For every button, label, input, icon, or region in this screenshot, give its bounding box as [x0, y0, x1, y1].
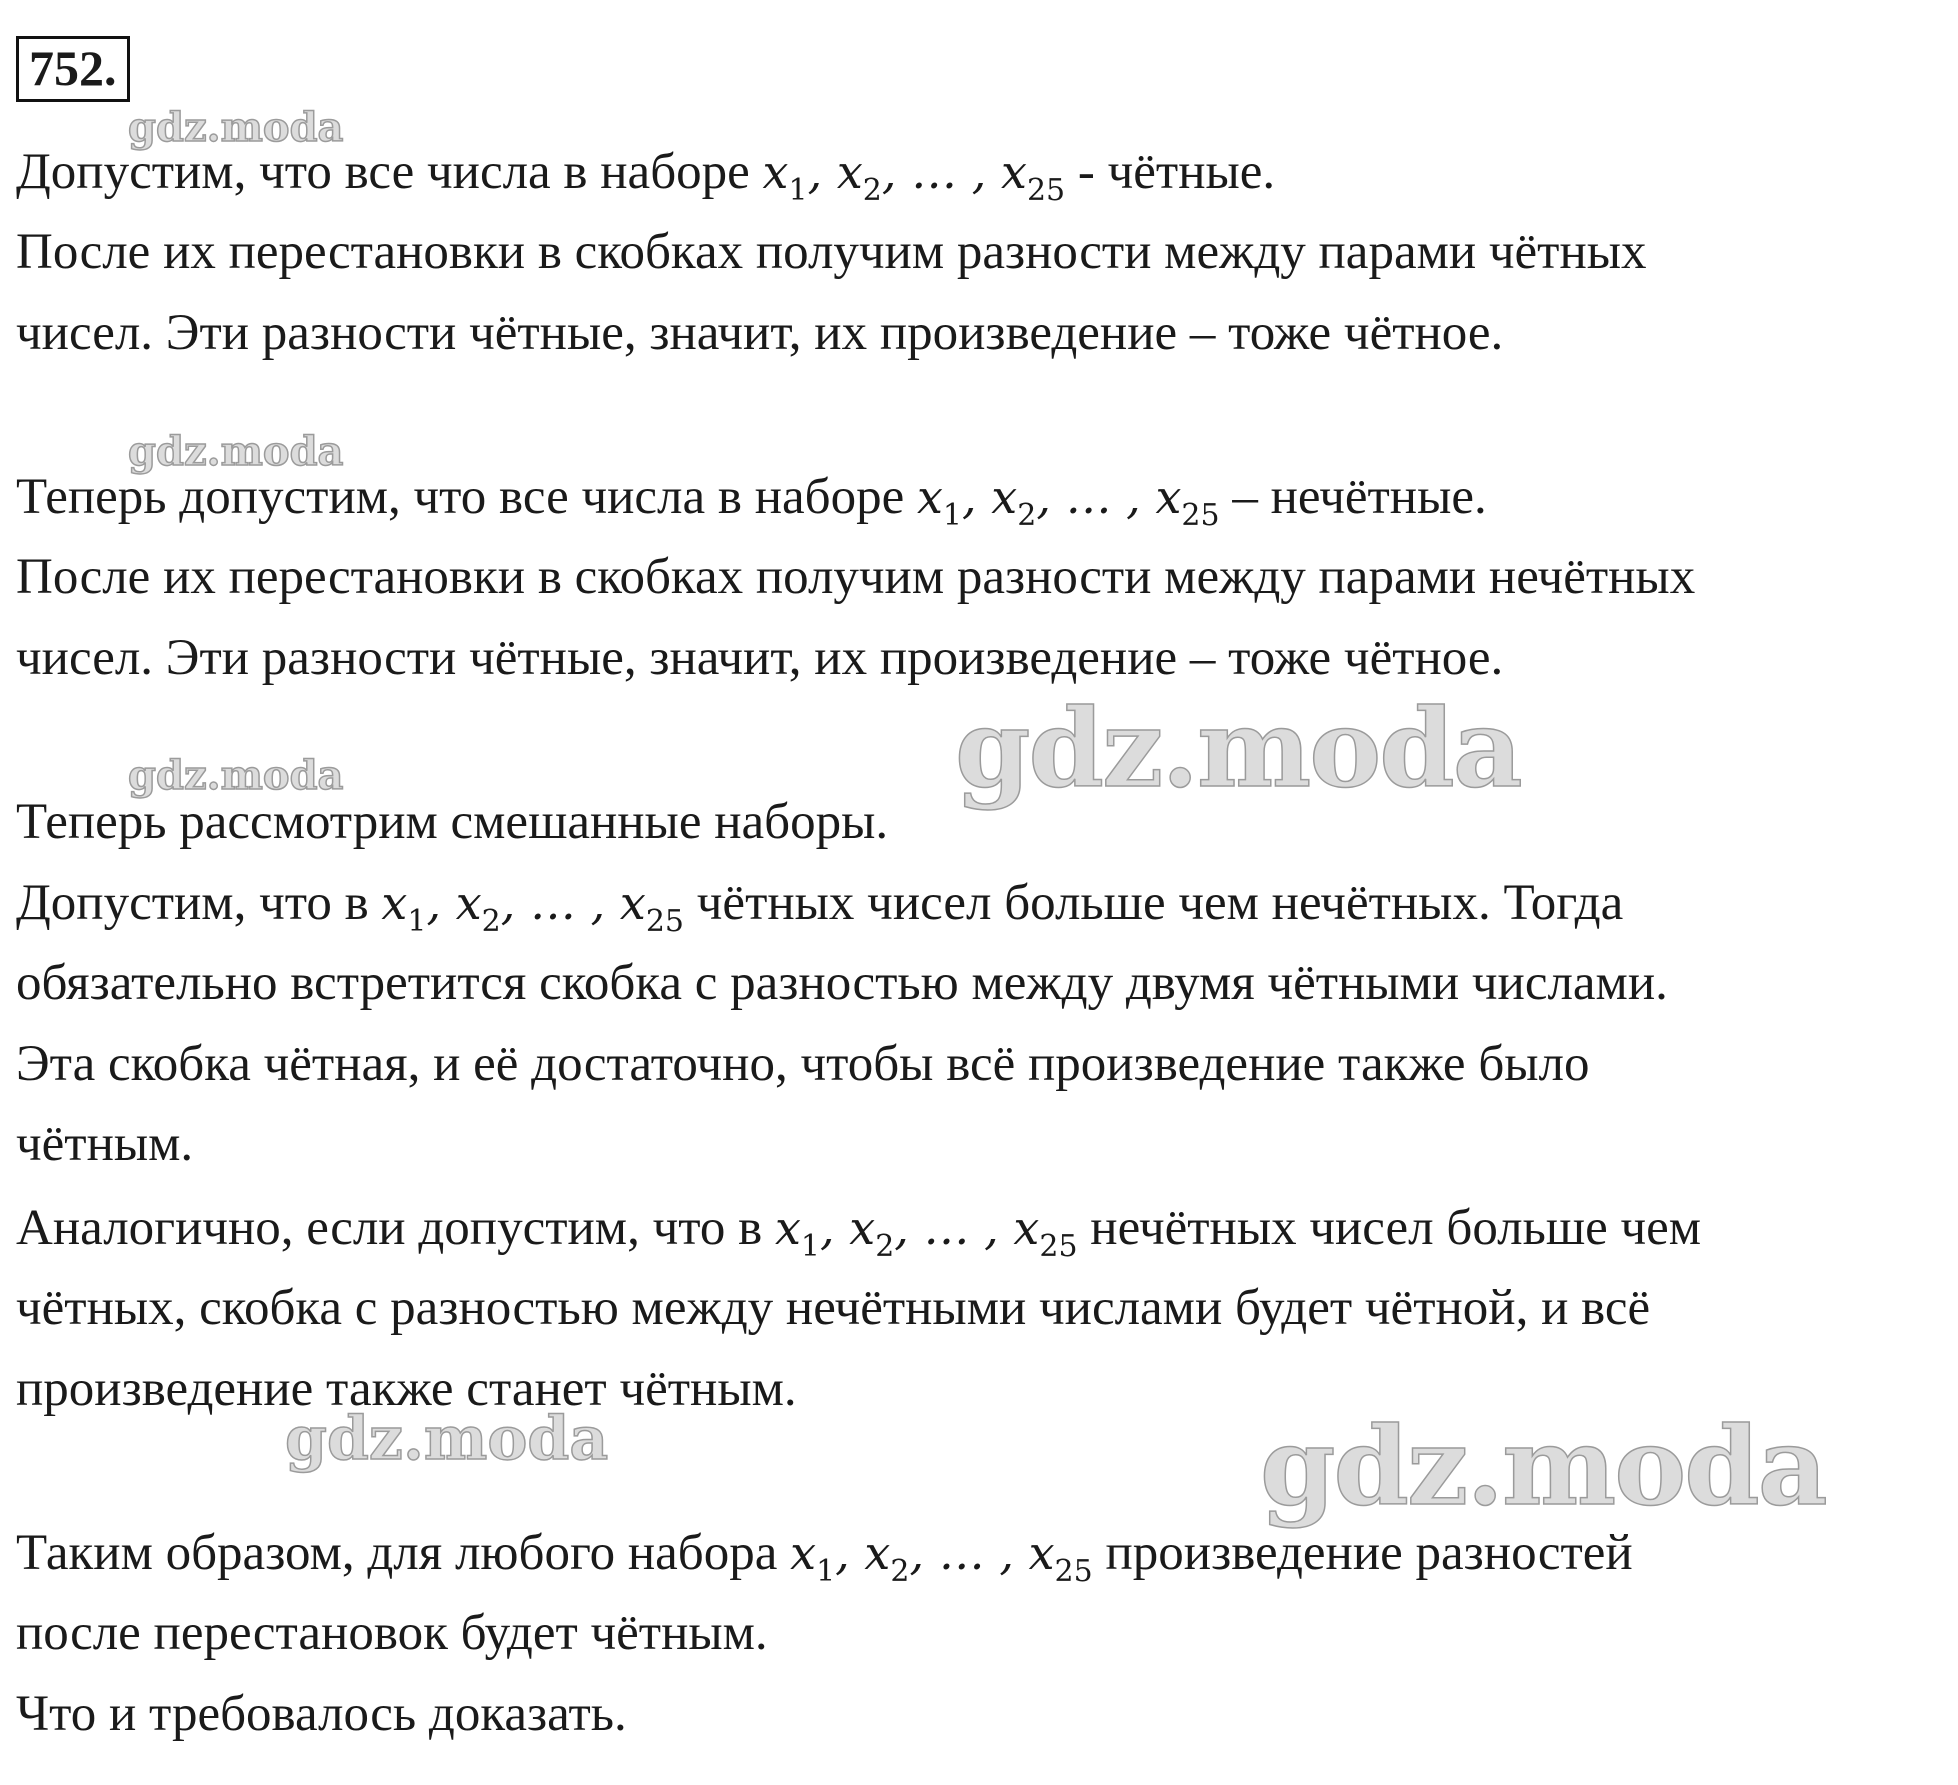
text-line: чисел. Эти разности чётные, значит, их произведение – тоже чётное. — [16, 630, 1504, 686]
text-line: После их перестановки в скобках получим разности между парами чётных — [16, 224, 1647, 280]
problem-number: 752. — [16, 36, 130, 102]
text-line: После их перестановки в скобках получим разности между парами нечётных — [16, 549, 1696, 605]
text-line: Аналогично, если допустим, что в $x_1$, $x_2$, … , $x_{25}$ нечётных чисел больше чем — [16, 1200, 1702, 1264]
text-line: Что и требовалось доказать. — [16, 1686, 627, 1742]
text-line: обязательно встретится скобка с разностью между двумя чётными числами. — [16, 955, 1668, 1011]
text-line: чётных, скобка с разностью между нечётными числами будет чётной, и всё — [16, 1280, 1651, 1336]
watermark: gdz.moda — [1260, 1404, 1826, 1530]
watermark: gdz.moda — [128, 104, 344, 151]
math-sequence: $x_1$, $x_2$, … , $x_{25}$ — [774, 1201, 1078, 1264]
math-sequence: $x_1$, $x_2$, … , $x_{25}$ — [916, 470, 1220, 533]
math-sequence: $x_1$, $x_2$, … , $x_{25}$ — [762, 145, 1066, 208]
text-line: Таким образом, для любого набора $x_1$, $x_2$, … , $x_{25}$ произведение разностей — [16, 1525, 1633, 1589]
text-line: Теперь допустим, что все числа в наборе $x_1$, $x_2$, … , $x_{25}$ – нечётные. — [16, 469, 1487, 533]
text-line: произведение также станет чётным. — [16, 1361, 797, 1417]
math-sequence: $x_1$, $x_2$, … , $x_{25}$ — [790, 1526, 1093, 1589]
watermark: gdz.moda — [128, 752, 344, 799]
text-line: Допустим, что в $x_1$, $x_2$, … , $x_{25}$ чётных чисел больше чем нечётных. Тогда — [16, 875, 1624, 939]
text-line: Теперь рассмотрим смешанные наборы. — [16, 794, 889, 850]
text-line: чётным. — [16, 1116, 194, 1172]
text-line: после перестановок будет чётным. — [16, 1605, 768, 1661]
watermark: gdz.moda — [285, 1404, 609, 1474]
text-line: Эта скобка чётная, и её достаточно, чтобы всё произведение также было — [16, 1036, 1590, 1092]
math-sequence: $x_1$, $x_2$, … , $x_{25}$ — [381, 876, 685, 939]
watermark: gdz.moda — [128, 428, 344, 475]
watermark: gdz.moda — [955, 686, 1521, 812]
text-line: Допустим, что все числа в наборе $x_1$, $x_2$, … , $x_{25}$ - чётные. — [16, 144, 1276, 208]
text-line: чисел. Эти разности чётные, значит, их произведение – тоже чётное. — [16, 305, 1504, 361]
